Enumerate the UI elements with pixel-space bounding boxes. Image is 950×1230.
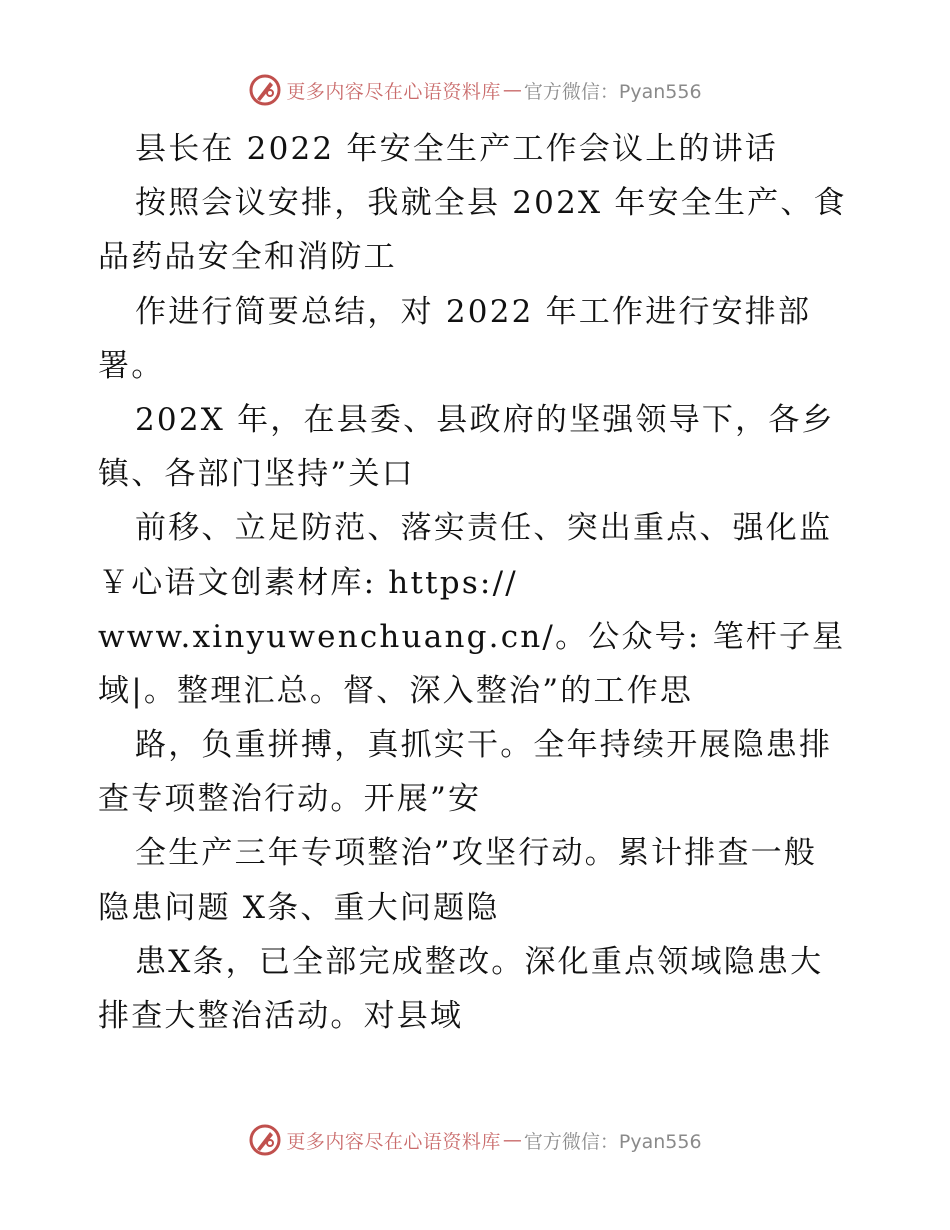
watermark-main-text: 更多内容尽在心语资料库 [286, 1130, 501, 1153]
paragraph-line: 202X 年，在县委、县政府的坚强领导下，各乡 [135, 401, 835, 438]
paragraph-line: 查专项整治行动。开展”安 [98, 781, 482, 818]
paragraph-line: 品药品安全和消防工 [98, 239, 397, 276]
watermark-official-text: 官方微信：Pyan556 [523, 1130, 702, 1153]
paragraph-line: www.xinyuwenchuang.cn/。公众号: 笔杆子星 [98, 618, 846, 655]
watermark-separator: — [502, 79, 522, 101]
footer-watermark [0, 1120, 950, 1160]
paragraph-line: 全生产三年专项整治”攻坚行动。累计排查一般 [135, 835, 818, 872]
quill-seal-icon [248, 73, 282, 107]
paragraph-line: 作进行简要总结，对 2022 年工作进行安排部 [135, 293, 812, 330]
paragraph-line: 镇、各部门坚持”关口 [98, 456, 415, 493]
paragraph-line: 路，负重拼搏，真抓实干。全年持续开展隐患排 [135, 727, 833, 764]
paragraph-line: 患X条，已全部完成整改。深化重点领域隐患大 [135, 943, 824, 980]
watermark-separator: — [502, 1129, 522, 1151]
paragraph-line: 隐患问题 X条、重大问题隐 [98, 889, 500, 926]
paragraph-line: 按照会议安排，我就全县 202X 年安全生产、食 [135, 185, 847, 222]
paragraph-line: 域|。整理汇总。督、深入整治”的工作思 [98, 672, 694, 709]
paragraph-line: ￥心语文创素材库: https:// [98, 564, 518, 601]
paragraph-line: 署。 [98, 347, 165, 384]
document-body [98, 122, 888, 1043]
watermark-official-text: 官方微信：Pyan556 [523, 80, 702, 103]
paragraph-line: 前移、立足防范、落实责任、突出重点、强化监 [135, 510, 833, 547]
document-title: 县长在 2022 年安全生产工作会议上的讲话 [135, 131, 778, 167]
watermark-main-text: 更多内容尽在心语资料库 [286, 80, 501, 103]
paragraph-line: 排查大整治活动。对县域 [98, 998, 464, 1034]
quill-seal-icon [248, 1123, 282, 1157]
header-watermark [0, 70, 950, 110]
